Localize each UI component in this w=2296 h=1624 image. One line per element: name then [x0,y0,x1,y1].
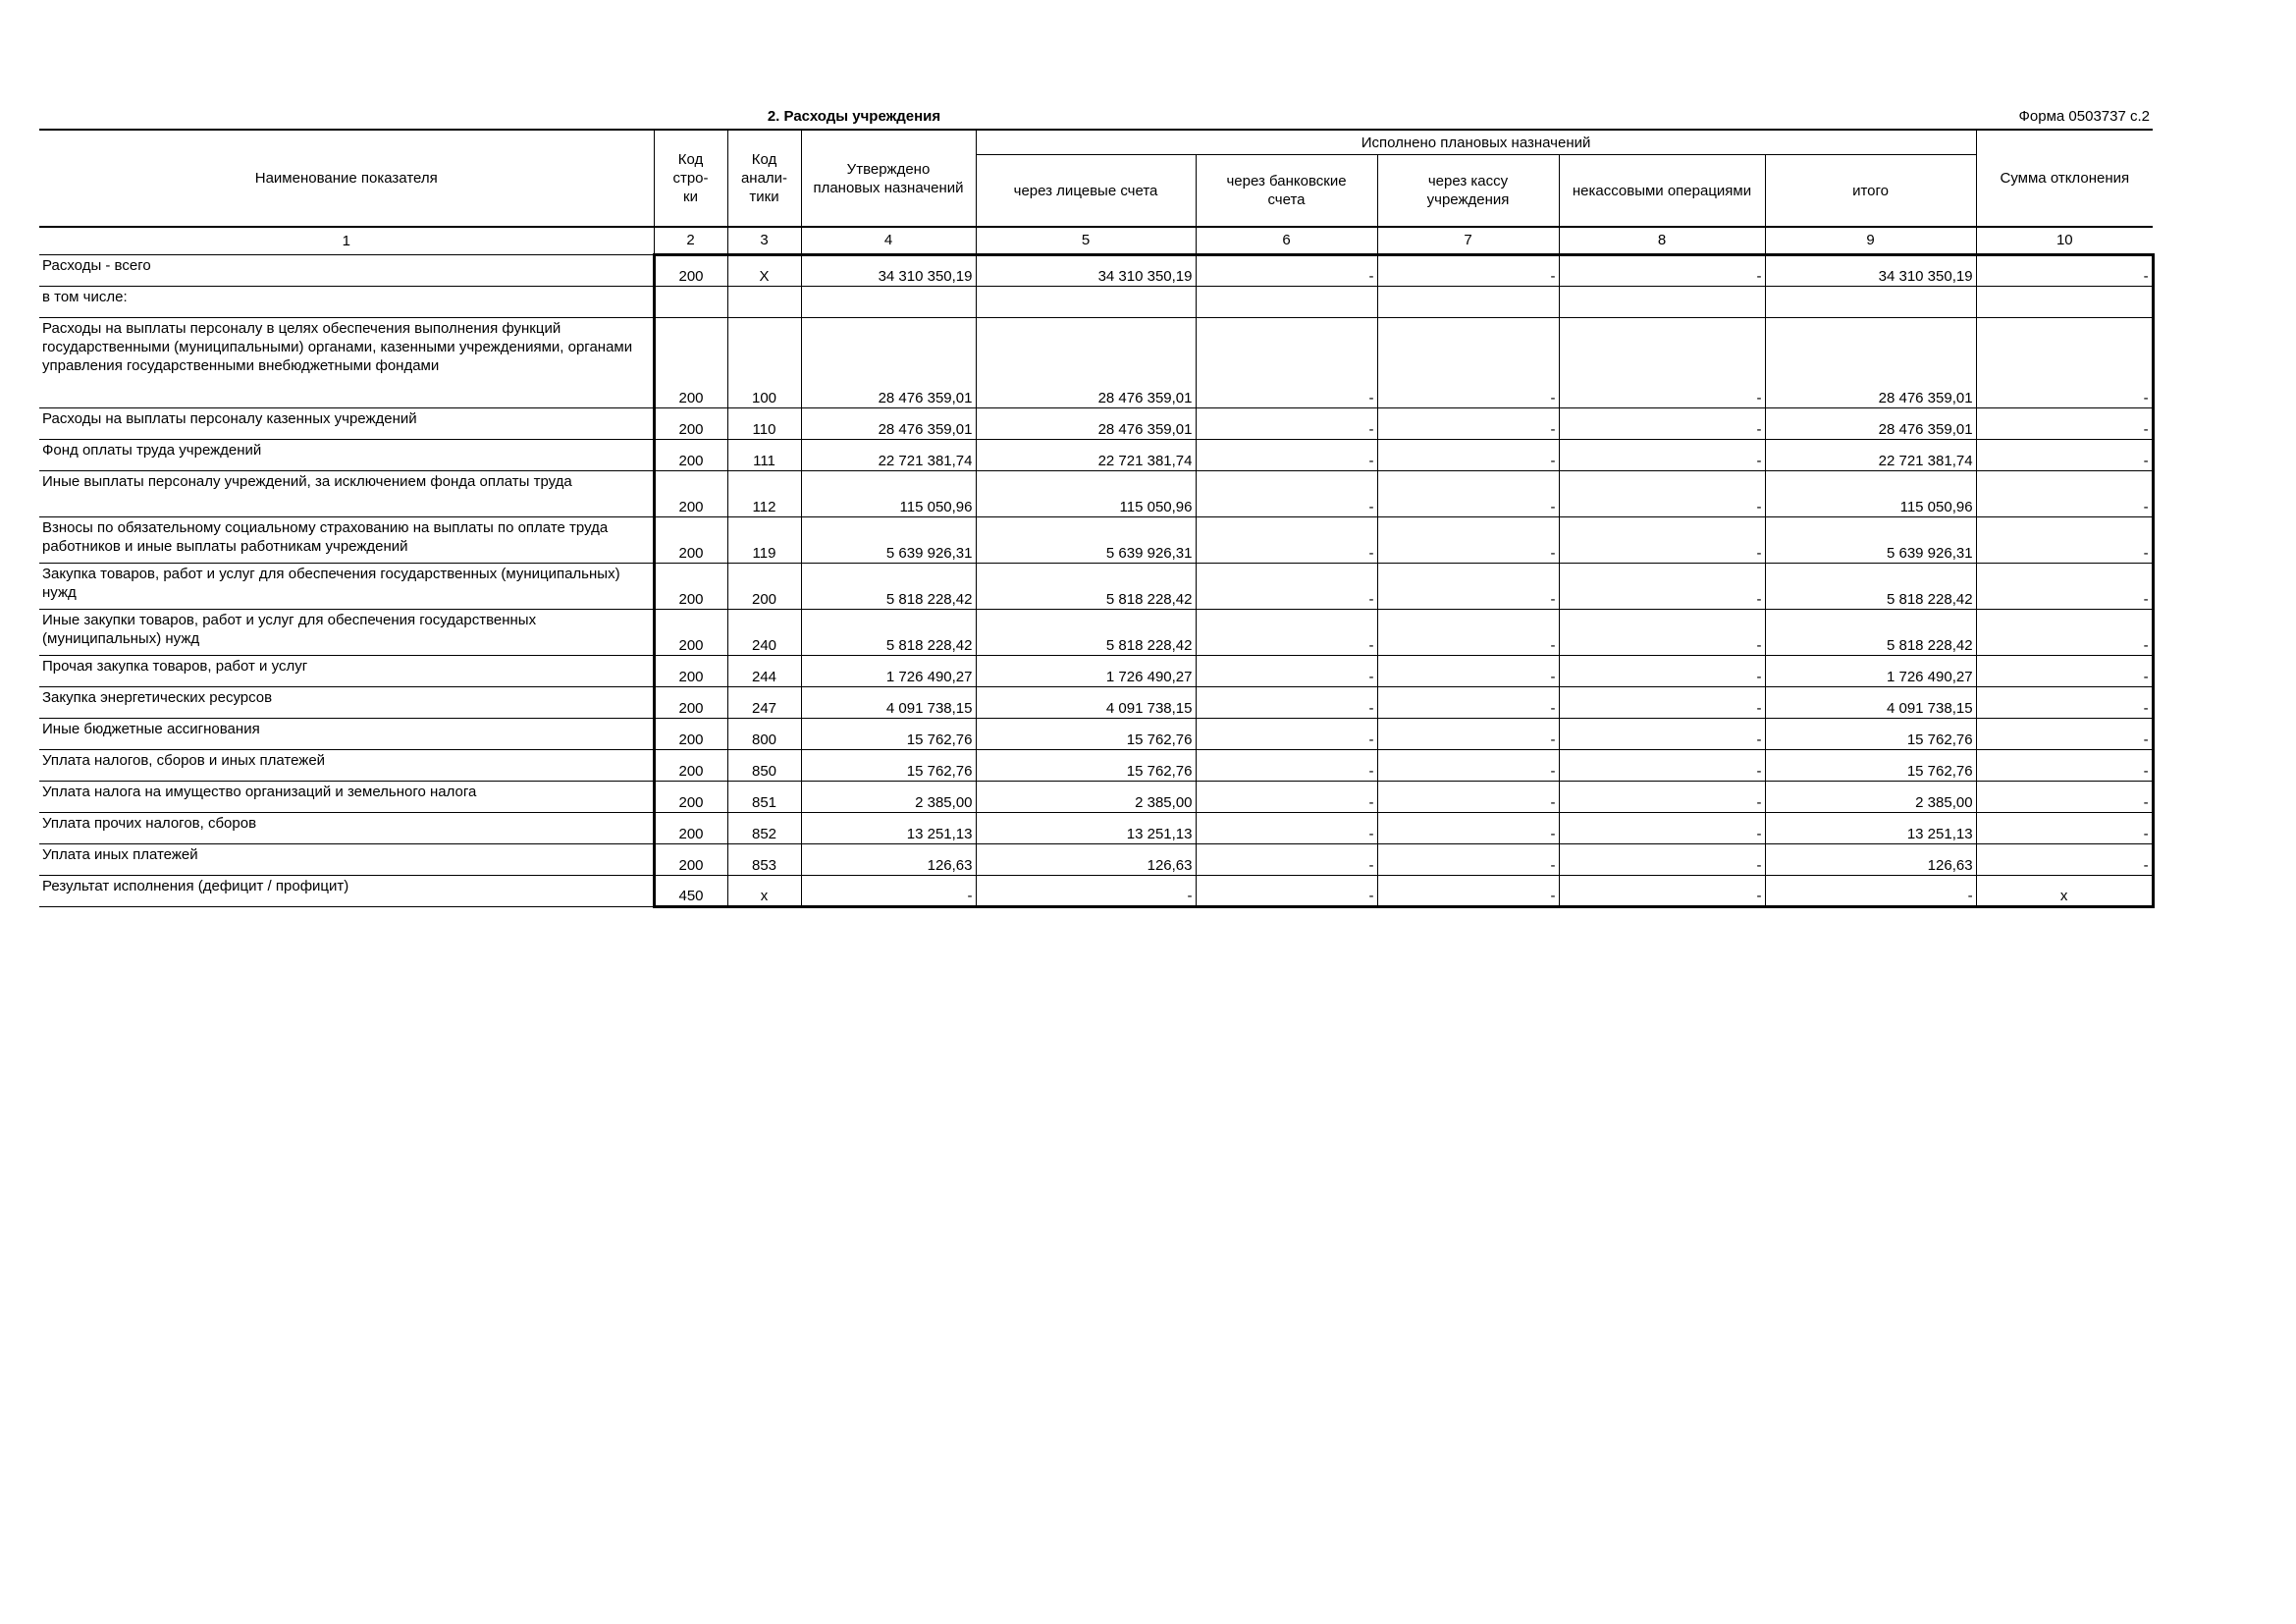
deviation-cell: - [1976,318,2153,408]
total-cell: - [1765,876,1976,907]
table-row [39,255,2153,287]
indicator-name-cell: Иные бюджетные ассигнования [39,719,654,750]
header-bank-accounts [1196,155,1377,228]
noncash-cell: - [1559,656,1765,687]
total-cell: 4 091 738,15 [1765,687,1976,719]
table-row [39,564,2153,610]
total-cell: 115 050,96 [1765,471,1976,517]
indicator-name-cell: Фонд оплаты труда учреждений [39,440,654,471]
personal-accounts-cell: 28 476 359,01 [976,408,1196,440]
cash-desk-cell: - [1377,255,1559,287]
deviation-cell: x [1976,876,2153,907]
total-cell: 126,63 [1765,844,1976,876]
bank-accounts-cell: - [1196,876,1377,907]
noncash-cell: - [1559,610,1765,656]
cash-desk-cell: - [1377,318,1559,408]
noncash-cell: - [1559,813,1765,844]
personal-accounts-cell: 115 050,96 [976,471,1196,517]
noncash-cell [1559,287,1765,318]
noncash-cell: - [1559,255,1765,287]
personal-accounts-cell: 2 385,00 [976,782,1196,813]
analytic-code-cell: 100 [727,318,801,408]
indicator-name-cell: Закупка энергетических ресурсов [39,687,654,719]
column-number: 6 [1196,227,1377,255]
deviation-cell: - [1976,782,2153,813]
header-noncash: некассовыми операциями [1559,155,1765,228]
indicator-name-cell: Взносы по обязательному социальному страхованию на выплаты по оплате труда работников и иные выплаты работникам учреждений [39,517,654,564]
analytic-code-cell: 112 [727,471,801,517]
approved-cell: - [801,876,976,907]
column-number: 10 [1976,227,2153,255]
header-name: Наименование показателя [39,130,654,227]
analytic-code-cell: 111 [727,440,801,471]
deviation-cell: - [1976,656,2153,687]
cash-desk-cell [1377,287,1559,318]
total-cell: 2 385,00 [1765,782,1976,813]
analytic-code-cell: 247 [727,687,801,719]
table-row [39,656,2153,687]
row-code-cell: 200 [654,656,727,687]
noncash-cell: - [1559,564,1765,610]
header-analytic-line1: Код [751,151,777,168]
cash-desk-cell: - [1377,876,1559,907]
approved-cell: 15 762,76 [801,750,976,782]
column-number: 3 [727,227,801,255]
table-row [39,440,2153,471]
approved-cell: 126,63 [801,844,976,876]
bank-accounts-cell: - [1196,440,1377,471]
column-number: 4 [801,227,976,255]
personal-accounts-cell: 34 310 350,19 [976,255,1196,287]
bank-accounts-cell: - [1196,564,1377,610]
analytic-code-cell: 244 [727,656,801,687]
noncash-cell: - [1559,318,1765,408]
bank-accounts-cell: - [1196,813,1377,844]
header-row-code [654,130,727,227]
bank-accounts-cell: - [1196,408,1377,440]
header-cash-line2: учреждения [1426,191,1510,208]
bank-accounts-cell [1196,287,1377,318]
column-number: 8 [1559,227,1765,255]
approved-cell: 5 818 228,42 [801,610,976,656]
indicator-name-cell: Уплата иных платежей [39,844,654,876]
row-code-cell: 200 [654,517,727,564]
header-approved-line2: плановых назначений [813,179,964,196]
indicator-name-cell: Закупка товаров, работ и услуг для обеспечения государственных (муниципальных) нужд [39,564,654,610]
total-cell: 15 762,76 [1765,719,1976,750]
indicator-name-cell: Расходы на выплаты персоналу в целях обеспечения выполнения функций государственными (муниципальными) органами, казенными учреждениями, органами управления государственными внебюджетными фондами [39,318,654,408]
row-code-cell: 200 [654,255,727,287]
approved-cell: 13 251,13 [801,813,976,844]
table-row [39,318,2153,408]
table-row [39,610,2153,656]
cash-desk-cell: - [1377,844,1559,876]
row-code-cell: 200 [654,440,727,471]
personal-accounts-cell: - [976,876,1196,907]
column-numbers-row [39,227,2153,255]
header-deviation: Сумма отклонения [1976,130,2153,227]
deviation-cell: - [1976,750,2153,782]
analytic-code-cell [727,287,801,318]
row-code-cell: 450 [654,876,727,907]
column-number: 9 [1765,227,1976,255]
cash-desk-cell: - [1377,719,1559,750]
form-number: Форма 0503737 с.2 [2018,108,2150,125]
noncash-cell: - [1559,750,1765,782]
cash-desk-cell: - [1377,564,1559,610]
approved-cell: 5 639 926,31 [801,517,976,564]
indicator-name-cell: Результат исполнения (дефицит / профицит) [39,876,654,907]
noncash-cell: - [1559,782,1765,813]
total-cell: 28 476 359,01 [1765,318,1976,408]
deviation-cell: - [1976,440,2153,471]
cash-desk-cell: - [1377,610,1559,656]
indicator-name-cell: Уплата налогов, сборов и иных платежей [39,750,654,782]
section-title: 2. Расходы учреждения [767,108,941,125]
indicator-name-cell: Прочая закупка товаров, работ и услуг [39,656,654,687]
approved-cell: 34 310 350,19 [801,255,976,287]
row-code-cell [654,287,727,318]
column-number: 5 [976,227,1196,255]
bank-accounts-cell: - [1196,610,1377,656]
noncash-cell: - [1559,687,1765,719]
bank-accounts-cell: - [1196,687,1377,719]
bank-accounts-cell: - [1196,471,1377,517]
deviation-cell: - [1976,687,2153,719]
noncash-cell: - [1559,844,1765,876]
row-code-cell: 200 [654,408,727,440]
approved-cell: 2 385,00 [801,782,976,813]
header-cash-line1: через кассу [1427,173,1509,189]
deviation-cell: - [1976,471,2153,517]
table-row [39,782,2153,813]
noncash-cell: - [1559,408,1765,440]
analytic-code-cell: 850 [727,750,801,782]
personal-accounts-cell: 5 818 228,42 [976,610,1196,656]
personal-accounts-cell: 1 726 490,27 [976,656,1196,687]
header-analytic-line3: тики [749,189,779,205]
indicator-name-cell: Расходы на выплаты персоналу казенных учреждений [39,408,654,440]
header-cash-desk [1377,155,1559,228]
analytic-code-cell: 851 [727,782,801,813]
row-code-cell: 200 [654,471,727,517]
total-cell: 34 310 350,19 [1765,255,1976,287]
noncash-cell: - [1559,440,1765,471]
row-code-cell: 200 [654,318,727,408]
cash-desk-cell: - [1377,471,1559,517]
table-row [39,687,2153,719]
header-row-top [39,130,2153,155]
personal-accounts-cell: 28 476 359,01 [976,318,1196,408]
header-total: итого [1765,155,1976,228]
deviation-cell: - [1976,408,2153,440]
approved-cell: 115 050,96 [801,471,976,517]
table-row [39,750,2153,782]
row-code-cell: 200 [654,610,727,656]
deviation-cell: - [1976,610,2153,656]
cash-desk-cell: - [1377,440,1559,471]
bank-accounts-cell: - [1196,318,1377,408]
cash-desk-cell: - [1377,687,1559,719]
total-cell [1765,287,1976,318]
total-cell: 15 762,76 [1765,750,1976,782]
bank-accounts-cell: - [1196,656,1377,687]
approved-cell: 28 476 359,01 [801,408,976,440]
deviation-cell: - [1976,564,2153,610]
expenses-table [39,129,2155,908]
row-code-cell: 200 [654,564,727,610]
personal-accounts-cell: 15 762,76 [976,719,1196,750]
analytic-code-cell: 240 [727,610,801,656]
noncash-cell: - [1559,876,1765,907]
total-cell: 5 818 228,42 [1765,564,1976,610]
total-cell: 22 721 381,74 [1765,440,1976,471]
total-cell: 5 639 926,31 [1765,517,1976,564]
deviation-cell: - [1976,844,2153,876]
row-code-cell: 200 [654,719,727,750]
deviation-cell: - [1976,517,2153,564]
indicator-name-cell: в том числе: [39,287,654,318]
row-code-cell: 200 [654,813,727,844]
cash-desk-cell: - [1377,782,1559,813]
total-cell: 1 726 490,27 [1765,656,1976,687]
deviation-cell: - [1976,719,2153,750]
header-row-code-line1: Код [677,151,704,168]
indicator-name-cell: Расходы - всего [39,255,654,287]
total-cell: 5 818 228,42 [1765,610,1976,656]
analytic-code-cell: 200 [727,564,801,610]
approved-cell [801,287,976,318]
personal-accounts-cell: 5 639 926,31 [976,517,1196,564]
noncash-cell: - [1559,517,1765,564]
personal-accounts-cell: 22 721 381,74 [976,440,1196,471]
table-row [39,719,2153,750]
table-row [39,408,2153,440]
bank-accounts-cell: - [1196,844,1377,876]
analytic-code-cell: 852 [727,813,801,844]
header-analytic-code [727,130,801,227]
personal-accounts-cell: 15 762,76 [976,750,1196,782]
header-bank-line2: счета [1267,191,1306,208]
indicator-name-cell: Уплата прочих налогов, сборов [39,813,654,844]
deviation-cell: - [1976,255,2153,287]
analytic-code-cell: 110 [727,408,801,440]
row-code-cell: 200 [654,750,727,782]
cash-desk-cell: - [1377,517,1559,564]
cash-desk-cell: - [1377,656,1559,687]
personal-accounts-cell [976,287,1196,318]
total-cell: 28 476 359,01 [1765,408,1976,440]
header-row-code-line2: стро- [672,170,709,187]
bank-accounts-cell: - [1196,255,1377,287]
analytic-code-cell: x [727,876,801,907]
approved-cell: 15 762,76 [801,719,976,750]
header-executed-group: Исполнено плановых назначений [976,130,1976,155]
approved-cell: 22 721 381,74 [801,440,976,471]
personal-accounts-cell: 5 818 228,42 [976,564,1196,610]
indicator-name-cell: Уплата налога на имущество организаций и земельного налога [39,782,654,813]
bank-accounts-cell: - [1196,750,1377,782]
table-row [39,844,2153,876]
bank-accounts-cell: - [1196,517,1377,564]
row-code-cell: 200 [654,844,727,876]
approved-cell: 4 091 738,15 [801,687,976,719]
row-code-cell: 200 [654,687,727,719]
column-number: 1 [39,227,654,255]
approved-cell: 5 818 228,42 [801,564,976,610]
approved-cell: 28 476 359,01 [801,318,976,408]
column-number: 2 [654,227,727,255]
personal-accounts-cell: 126,63 [976,844,1196,876]
header-row-code-line3: ки [683,189,698,205]
bank-accounts-cell: - [1196,719,1377,750]
table-row [39,471,2153,517]
indicator-name-cell: Иные закупки товаров, работ и услуг для обеспечения государственных (муниципальных) нужд [39,610,654,656]
header-personal-accounts: через лицевые счета [976,155,1196,228]
header-bank-line1: через банковские [1226,173,1347,189]
table-row [39,876,2153,907]
personal-accounts-cell: 13 251,13 [976,813,1196,844]
approved-cell: 1 726 490,27 [801,656,976,687]
table-row [39,517,2153,564]
cash-desk-cell: - [1377,408,1559,440]
total-cell: 13 251,13 [1765,813,1976,844]
header-approved [801,130,976,227]
indicator-name-cell: Иные выплаты персоналу учреждений, за исключением фонда оплаты труда [39,471,654,517]
noncash-cell: - [1559,719,1765,750]
noncash-cell: - [1559,471,1765,517]
analytic-code-cell: 800 [727,719,801,750]
deviation-cell: - [1976,813,2153,844]
header-analytic-line2: анали- [740,170,788,187]
analytic-code-cell: X [727,255,801,287]
analytic-code-cell: 119 [727,517,801,564]
cash-desk-cell: - [1377,750,1559,782]
personal-accounts-cell: 4 091 738,15 [976,687,1196,719]
deviation-cell [1976,287,2153,318]
header-approved-line1: Утверждено [846,160,931,178]
analytic-code-cell: 853 [727,844,801,876]
column-number: 7 [1377,227,1559,255]
table-row [39,813,2153,844]
table-row [39,287,2153,318]
bank-accounts-cell: - [1196,782,1377,813]
row-code-cell: 200 [654,782,727,813]
cash-desk-cell: - [1377,813,1559,844]
